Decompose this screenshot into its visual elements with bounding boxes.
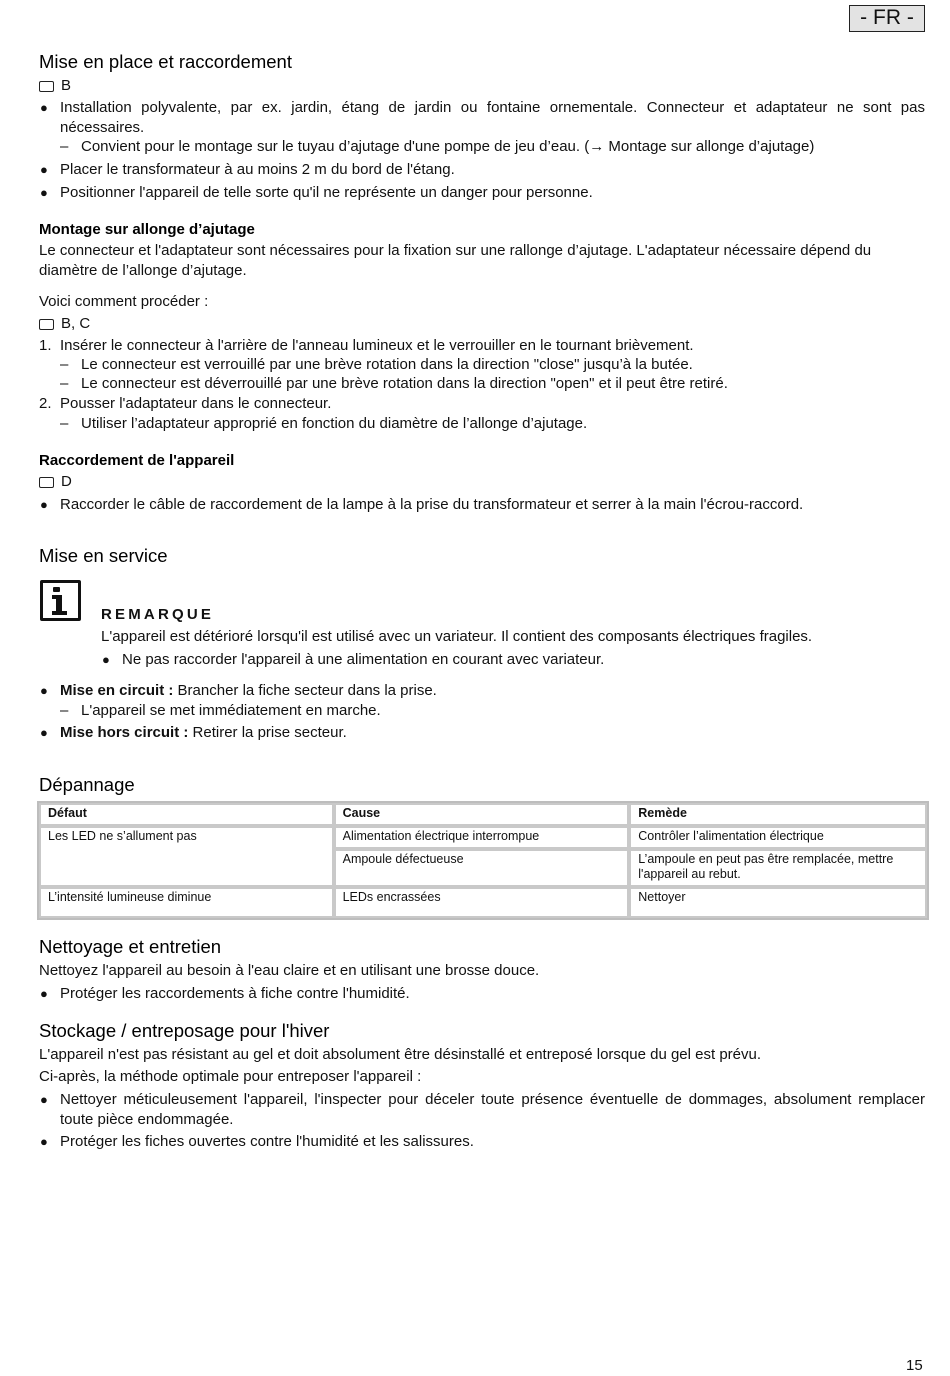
list-item-text: Retirer la prise secteur. — [192, 724, 347, 741]
list-item-text: Positionner l'appareil de telle sorte qu'il ne représente un danger pour personne. — [60, 184, 593, 201]
table-row — [39, 826, 927, 849]
dash-icon: – — [60, 356, 69, 373]
language-tag: - FR - — [849, 5, 925, 32]
figure-ref-label: D — [61, 473, 72, 490]
dash-icon: – — [60, 138, 69, 155]
bullet-icon: ● — [40, 683, 48, 698]
info-glyph — [51, 595, 69, 615]
step-text: Insérer le connecteur à l'arrière de l'anneau lumineux et le verrouiller en le tournant brièvement. — [60, 337, 694, 354]
step-number: 2. — [39, 395, 52, 412]
bullet-icon: ● — [40, 986, 48, 1001]
list-item-text: Raccorder le câble de raccordement de la lampe à la prise du transformateur et serrer à la main l'écrou-raccord. — [60, 496, 804, 513]
figure-ref — [39, 314, 90, 334]
troubleshooting-table — [37, 801, 929, 920]
sub-list-item — [60, 137, 925, 157]
table-cell: LEDs encrassées — [334, 887, 630, 918]
figure-ref-label: B — [61, 77, 72, 94]
list-item — [39, 1090, 925, 1129]
list-item — [39, 183, 925, 203]
sub-list-item — [60, 355, 925, 375]
list-item — [39, 681, 925, 701]
info-icon — [40, 580, 81, 621]
figure-ref — [39, 472, 72, 492]
book-icon — [39, 477, 54, 488]
list-item-text: Installation polyvalente, par ex. jardin, étang de jardin ou fontaine ornementale. Connecteur et adaptateur ne sont pas nécessaires. — [60, 99, 925, 136]
step-item — [39, 336, 925, 356]
table-cell: L’ampoule en peut pas être remplacée, mettre l'appareil au rebut. — [629, 849, 927, 887]
section-title-mise-en-place: Mise en place et raccordement — [39, 51, 292, 72]
list-item-text: Nettoyer méticuleusement l'appareil, l'inspecter pour déceler toute présence éventuelle de dommages, absolument remplacer toute pièce endommagée. — [60, 1091, 925, 1128]
table-cell: L’intensité lumineuse diminue — [39, 887, 334, 918]
list-item — [39, 984, 925, 1004]
book-icon — [39, 81, 54, 92]
bullet-icon: ● — [40, 725, 48, 740]
list-item — [39, 723, 925, 743]
list-item — [39, 98, 925, 137]
sub-list-item-text: Le connecteur est verrouillé par une brève rotation dans la direction "close" jusqu’à la butée. — [81, 356, 693, 373]
bullet-icon: ● — [102, 652, 110, 667]
paragraph: L'appareil n'est pas résistant au gel et doit absolument être désinstallé et entreposé lorsque du gel est prévu. — [39, 1046, 762, 1063]
section-title-mise-en-service: Mise en service — [39, 545, 168, 566]
note-list-item — [101, 650, 925, 670]
list-item-text: Protéger les raccordements à fiche contre l'humidité. — [60, 985, 410, 1002]
bullet-icon: ● — [40, 1092, 48, 1107]
sub-list-item — [60, 414, 925, 434]
subsection-title-montage: Montage sur allonge d’ajutage — [39, 221, 255, 238]
sub-list-item-text: Convient pour le montage sur le tuyau d’ajutage d'une pompe de jeu d’eau. (→ Montage sur allonge d’ajutage) — [81, 138, 815, 155]
bullet-icon: ● — [40, 185, 48, 200]
table-header-cell: Remède — [629, 803, 927, 826]
bullet-icon: ● — [40, 497, 48, 512]
dash-icon: – — [60, 415, 69, 432]
sub-list-item-text: Le connecteur est déverrouillé par une brève rotation dans la direction "open" et il peut être retiré. — [81, 375, 728, 392]
paragraph: Nettoyez l'appareil au besoin à l'eau claire et en utilisant une brosse douce. — [39, 962, 540, 979]
note-text: L'appareil est détérioré lorsqu'il est utilisé avec un variateur. Il contient des composants électriques fragiles. — [101, 628, 813, 645]
table-header-row — [39, 803, 927, 826]
list-item — [39, 495, 925, 515]
list-item-text: Brancher la fiche secteur dans la prise. — [177, 682, 437, 699]
paragraph: Le connecteur et l'adaptateur sont nécessaires pour la fixation sur une rallonge d’ajutage. L'adaptateur nécessaire dépend du diamètre de l’allonge d’ajutage. — [39, 242, 872, 279]
table-cell: Ampoule défectueuse — [334, 849, 630, 887]
figure-ref-label: B, C — [61, 315, 91, 332]
sub-list-item — [39, 701, 925, 721]
figure-ref — [39, 76, 71, 96]
section-title-depannage: Dépannage — [39, 774, 135, 795]
table-cell: Alimentation électrique interrompue — [334, 826, 630, 849]
table-cell: Nettoyer — [629, 887, 927, 918]
list-item-label: Mise en circuit : — [60, 682, 174, 699]
dash-icon: – — [60, 375, 69, 392]
table-cell: Les LED ne s’allument pas — [39, 826, 334, 887]
bullet-icon: ● — [40, 1134, 48, 1149]
table-row — [39, 887, 927, 918]
step-number: 1. — [39, 337, 52, 354]
dash-icon: – — [60, 702, 69, 719]
paragraph: Ci-après, la méthode optimale pour entreposer l'appareil : — [39, 1068, 422, 1085]
bullet-icon: ● — [40, 162, 48, 177]
table-header-cell: Défaut — [39, 803, 334, 826]
sub-list-item-text: L'appareil se met immédiatement en marche. — [81, 702, 381, 719]
step-text: Pousser l'adaptateur dans le connecteur. — [60, 395, 332, 412]
section-title-nettoyage: Nettoyage et entretien — [39, 936, 222, 957]
table-header-cell: Cause — [334, 803, 630, 826]
book-icon — [39, 319, 54, 330]
list-item-text: Protéger les fiches ouvertes contre l'humidité et les salissures. — [60, 1133, 474, 1150]
sub-list-item-text: Utiliser l’adaptateur approprié en fonction du diamètre de l’allonge d’ajutage. — [81, 415, 588, 432]
paragraph: Voici comment procéder : — [39, 293, 209, 310]
table-cell: Contrôler l’alimentation électrique — [629, 826, 927, 849]
sub-list-item — [60, 374, 925, 394]
bullet-icon: ● — [40, 100, 48, 115]
page-number: 15 — [906, 1357, 923, 1374]
note-list-item-text: Ne pas raccorder l'appareil à une alimentation en courant avec variateur. — [122, 651, 605, 668]
note-label: REMARQUE — [101, 606, 215, 623]
list-item-label: Mise hors circuit : — [60, 724, 189, 741]
list-item — [39, 1132, 925, 1152]
subsection-title-raccordement: Raccordement de l'appareil — [39, 452, 235, 469]
list-item — [39, 160, 925, 180]
section-title-stockage: Stockage / entreposage pour l'hiver — [39, 1020, 330, 1041]
list-item-text: Placer le transformateur à au moins 2 m du bord de l'étang. — [60, 161, 455, 178]
step-item — [39, 394, 925, 414]
